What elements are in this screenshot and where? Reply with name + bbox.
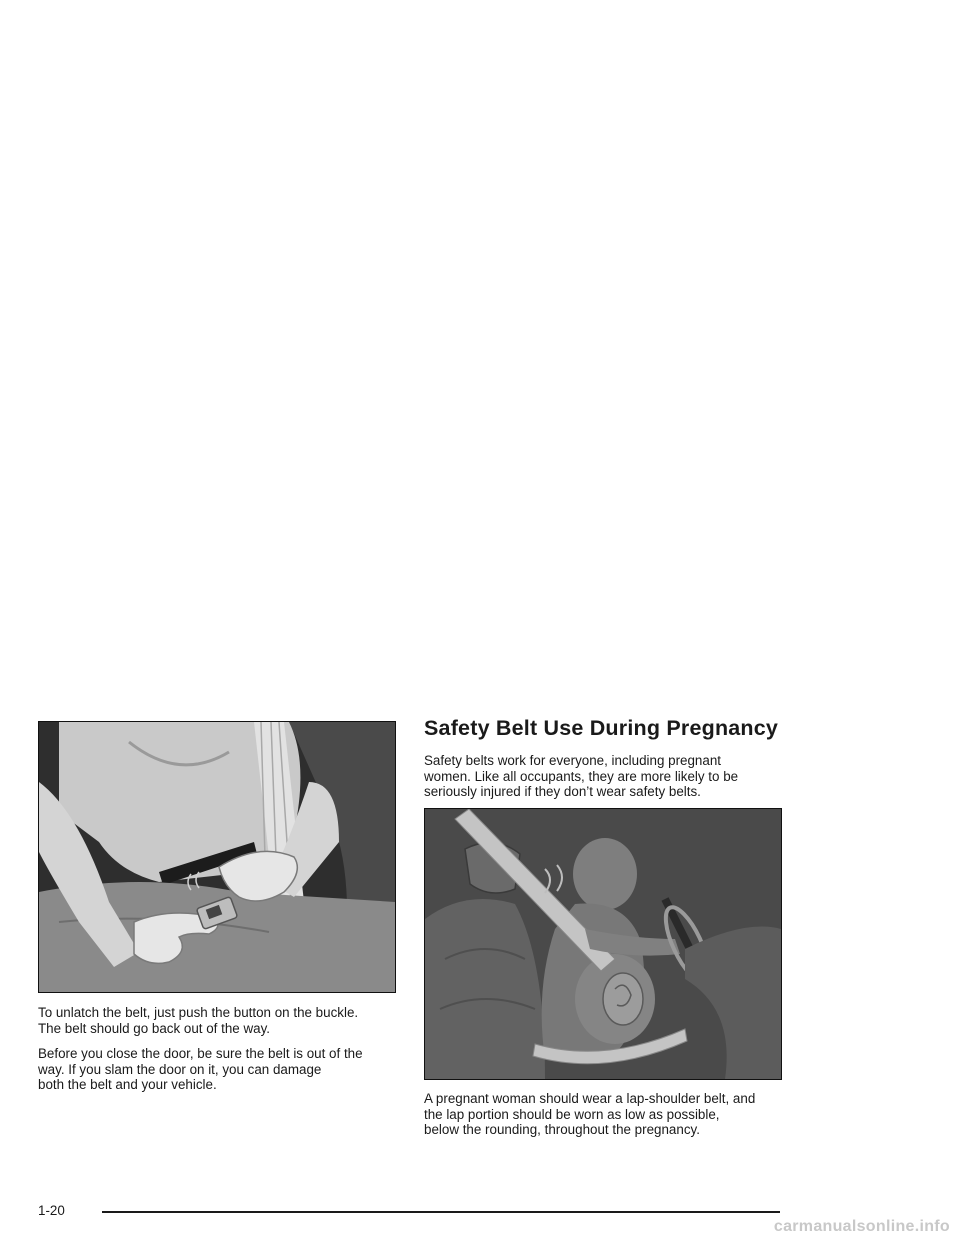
lap-belt-paragraph: A pregnant woman should wear a lap-shoulder belt, and the lap portion should be worn as low as possible, below the rounding, throughout the pregnancy. [424, 1091, 756, 1138]
page-number: 1-20 [38, 1203, 65, 1218]
close-door-paragraph: Before you close the door, be sure the belt is out of the way. If you slam the door on it, you can damage both the belt and your vehicle. [38, 1046, 363, 1093]
section-heading: Safety Belt Use During Pregnancy [424, 716, 779, 740]
watermark: carmanualsonline.info [773, 1218, 950, 1235]
unlatch-belt-drawing [39, 722, 395, 992]
pregnancy-belt-drawing [425, 809, 781, 1079]
unlatch-paragraph: To unlatch the belt, just push the button on the buckle. The belt should go back out of the way. [38, 1005, 359, 1036]
unlatch-belt-illustration [38, 721, 396, 993]
pregnancy-intro-paragraph: Safety belts work for everyone, including pregnant women. Like all occupants, they are more likely to be seriously injured if they don’t wear safety belts. [424, 753, 739, 800]
footer-rule [102, 1211, 780, 1213]
pregnancy-belt-illustration [424, 808, 782, 1080]
